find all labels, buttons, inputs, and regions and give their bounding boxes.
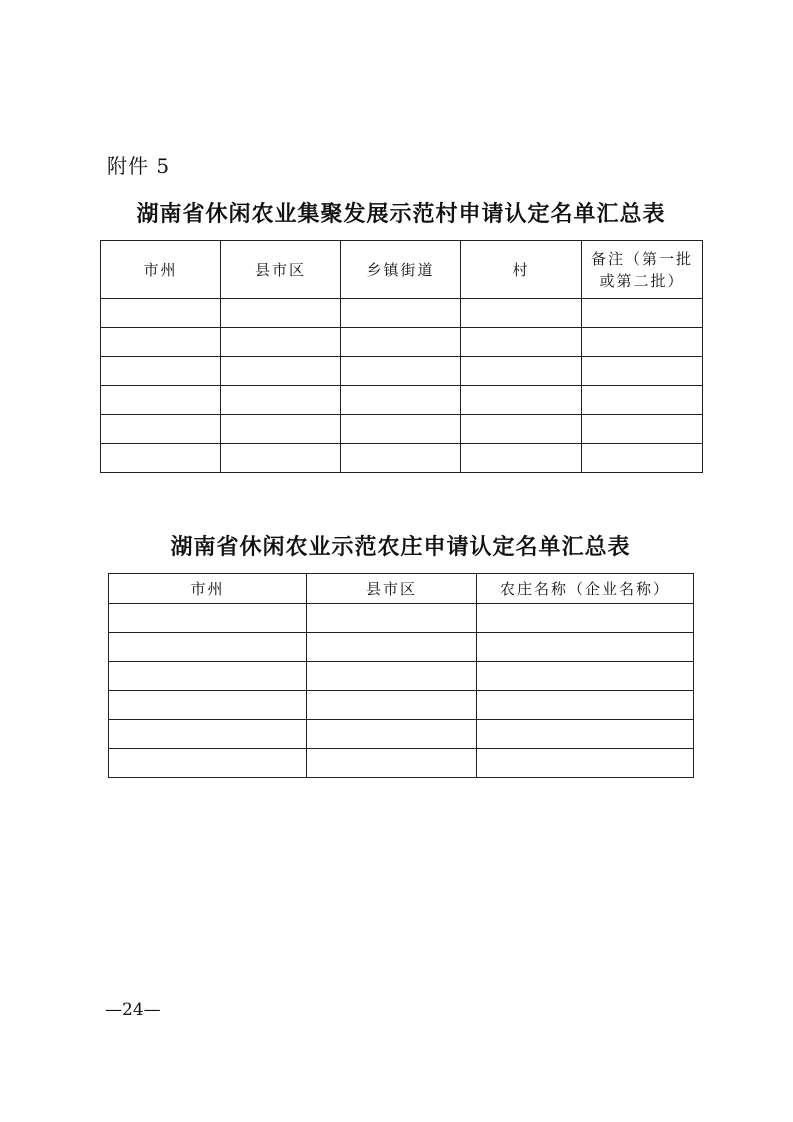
table-row xyxy=(101,386,703,415)
header-township: 乡镇街道 xyxy=(341,241,461,299)
table-row xyxy=(101,444,703,473)
table-header-row xyxy=(101,241,703,299)
table-row xyxy=(101,357,703,386)
table-row xyxy=(109,633,694,662)
table2-title: 湖南省休闲农业示范农庄申请认定名单汇总表 xyxy=(170,534,631,560)
page-number: —24— xyxy=(105,1000,161,1020)
header-county: 县市区 xyxy=(307,574,477,604)
table-row xyxy=(109,662,694,691)
header-farm-name: 农庄名称（企业名称） xyxy=(477,574,694,604)
header-remark-line2: 或第二批） xyxy=(599,271,685,290)
table1-title: 湖南省休闲农业集聚发展示范村申请认定名单汇总表 xyxy=(136,201,666,227)
header-village: 村 xyxy=(461,241,582,299)
table-header-row xyxy=(109,574,694,604)
table-row xyxy=(109,720,694,749)
header-remark xyxy=(582,241,703,299)
demo-farm-table xyxy=(108,573,694,778)
demo-village-table xyxy=(100,240,703,473)
table-row xyxy=(109,691,694,720)
table-row xyxy=(109,749,694,778)
table-row xyxy=(101,299,703,328)
table-row xyxy=(101,328,703,357)
table-row xyxy=(101,415,703,444)
header-county: 县市区 xyxy=(221,241,341,299)
header-city: 市州 xyxy=(101,241,221,299)
header-remark-line1: 备注（第一批 xyxy=(590,249,693,268)
header-city: 市州 xyxy=(109,574,307,604)
attachment-label: 附件 5 xyxy=(107,154,171,178)
table-row xyxy=(109,604,694,633)
